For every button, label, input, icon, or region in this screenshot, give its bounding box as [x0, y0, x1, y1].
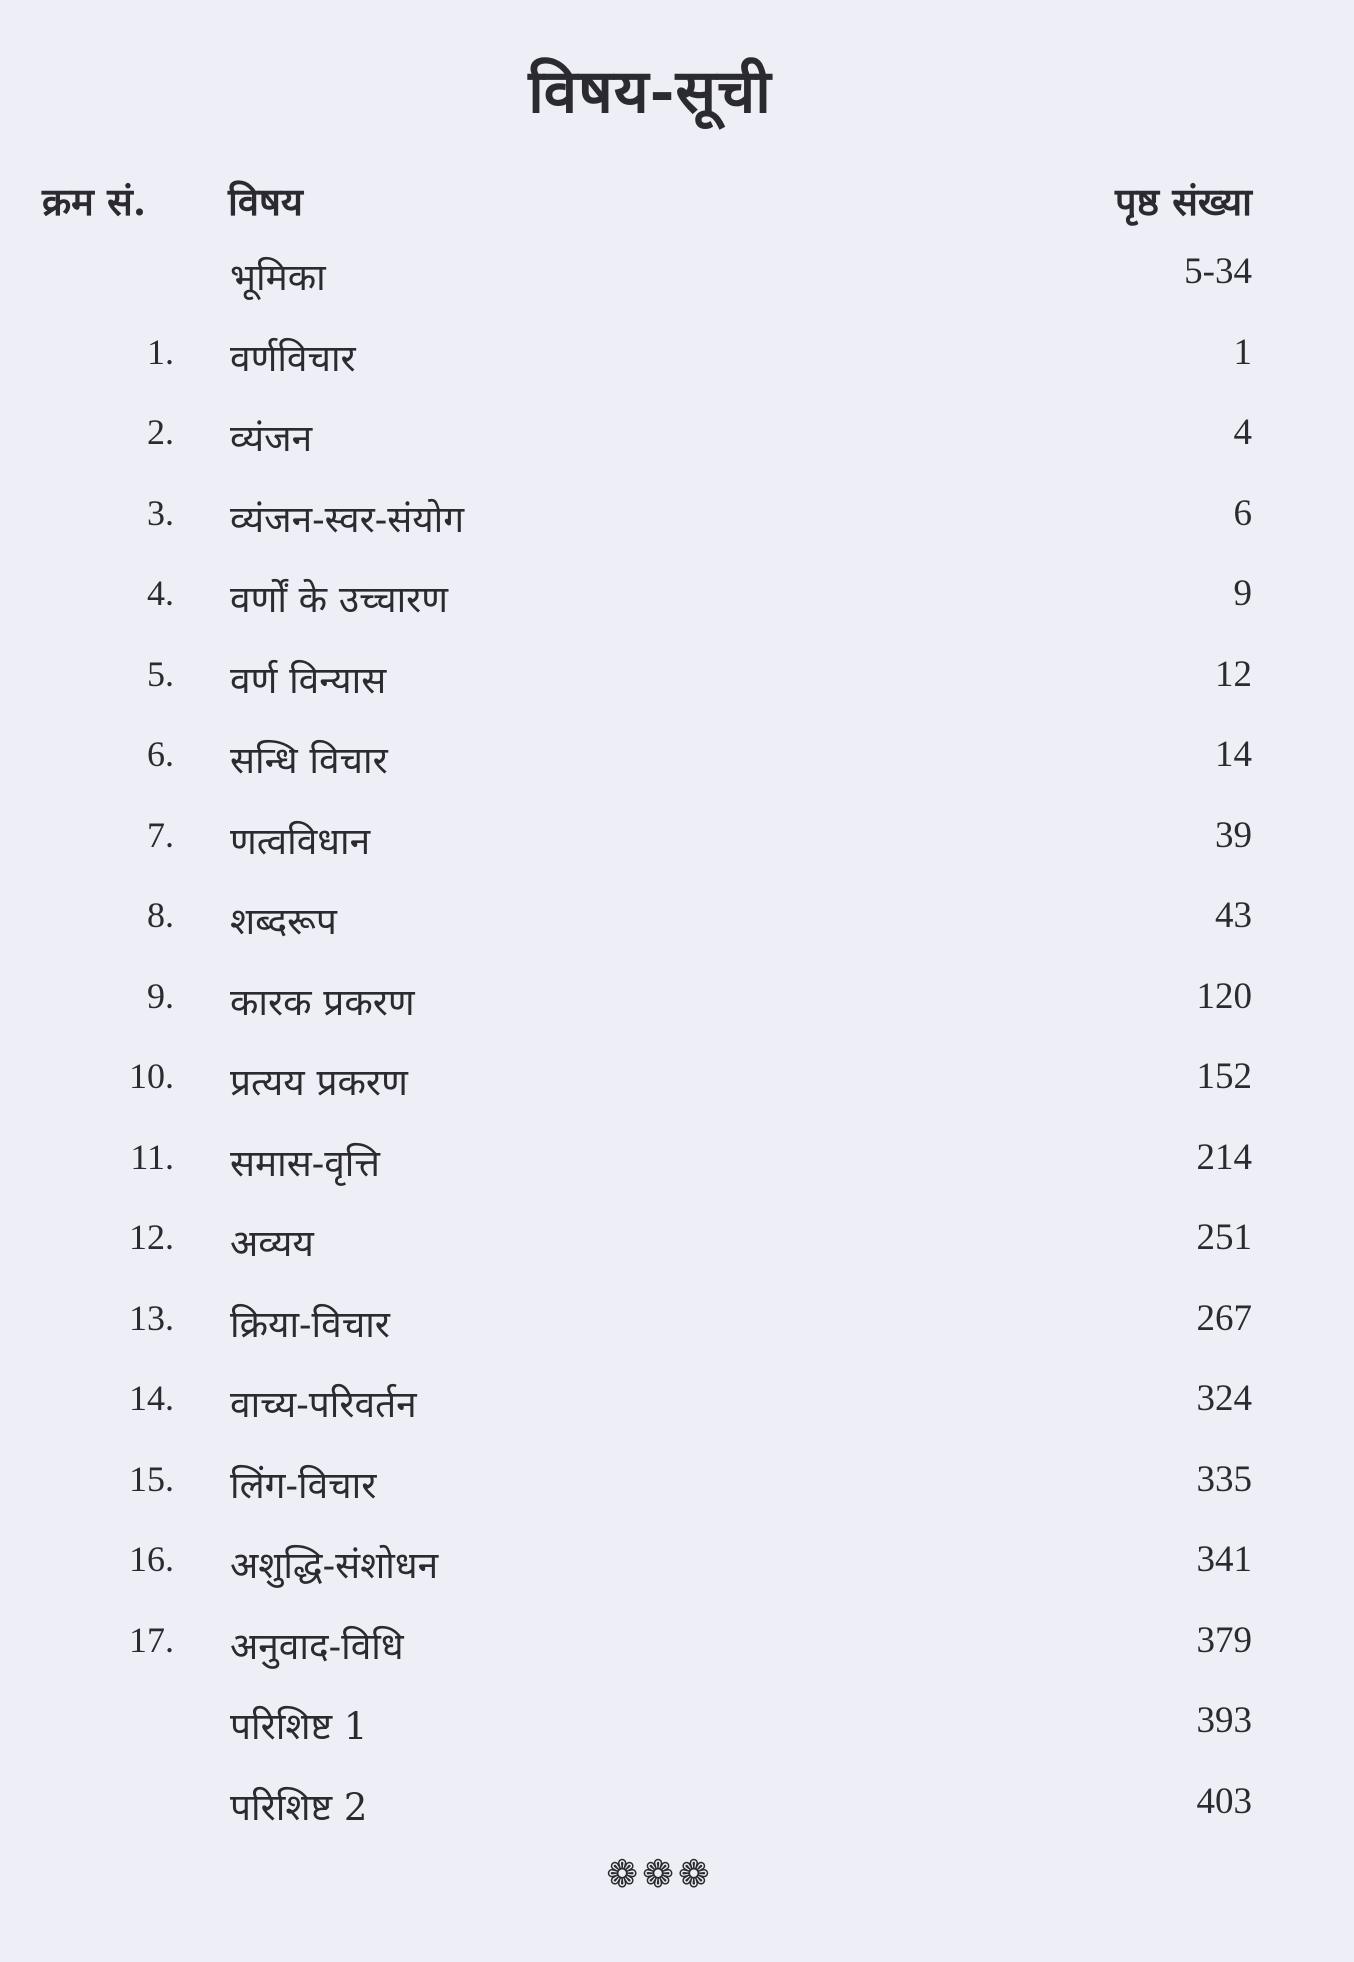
toc-page: 14 — [1215, 734, 1252, 775]
toc-topic: वर्णविचार — [230, 336, 356, 380]
toc-row — [0, 733, 1354, 814]
toc-serial: 10. — [129, 1056, 174, 1096]
header-page-number: पृष्ठ संख्या — [1115, 179, 1252, 224]
toc-topic: णत्वविधान — [230, 819, 371, 863]
toc-page: 341 — [1196, 1539, 1252, 1580]
header-topic: विषय — [228, 179, 303, 224]
toc-page: 9 — [1233, 573, 1252, 614]
header-serial-number: क्रम सं. — [42, 179, 147, 224]
toc-row — [0, 492, 1354, 573]
toc-page: 379 — [1196, 1619, 1252, 1661]
toc-row — [0, 1055, 1354, 1136]
toc-page: 324 — [1196, 1378, 1252, 1419]
toc-topic: अनुवाद-विधि — [230, 1624, 404, 1668]
toc-row — [0, 653, 1354, 734]
toc-topic: समास-वृत्ति — [230, 1141, 380, 1185]
toc-row — [0, 1699, 1354, 1780]
toc-serial: 13. — [129, 1297, 174, 1338]
toc-topic: अव्यय — [230, 1222, 314, 1265]
toc-header — [0, 175, 1354, 235]
toc-serial: 14. — [129, 1378, 174, 1418]
toc-page: 393 — [1196, 1700, 1252, 1741]
toc-serial: 4. — [147, 573, 174, 613]
toc-page: 152 — [1196, 1056, 1252, 1097]
toc-topic: कारक प्रकरण — [230, 980, 415, 1024]
toc-topic: सन्धि विचार — [230, 739, 388, 782]
toc-row — [0, 250, 1354, 331]
toc-serial: 2. — [147, 412, 174, 452]
toc-page: 120 — [1196, 975, 1252, 1017]
toc-row — [0, 1458, 1354, 1539]
toc-topic: परिशिष्ट 2 — [230, 1785, 368, 1829]
toc-topic: प्रत्यय प्रकरण — [230, 1061, 408, 1104]
toc-topic: वर्ण विन्यास — [230, 658, 387, 702]
toc-row — [0, 975, 1354, 1056]
toc-serial: 17. — [129, 1619, 174, 1660]
toc-serial: 12. — [129, 1217, 174, 1257]
toc-serial: 8. — [147, 895, 174, 935]
toc-row — [0, 814, 1354, 895]
toc-row — [0, 331, 1354, 412]
toc-row — [0, 1377, 1354, 1458]
toc-topic: परिशिष्ट 1 — [230, 1705, 368, 1748]
toc-serial: 15. — [129, 1458, 174, 1499]
toc-page: 4 — [1233, 412, 1252, 453]
toc-serial: 11. — [130, 1136, 174, 1177]
toc-list — [0, 250, 1354, 1860]
toc-page: 335 — [1196, 1458, 1252, 1500]
toc-row — [0, 894, 1354, 975]
toc-serial: 6. — [147, 734, 174, 774]
toc-row — [0, 1538, 1354, 1619]
toc-topic: वर्णों के उच्चारण — [230, 578, 449, 621]
toc-topic: शब्दरूप — [230, 900, 337, 943]
toc-row — [0, 1780, 1354, 1861]
toc-topic: अशुद्धि-संशोधन — [230, 1544, 439, 1587]
flower-ornament-icon: ❁❁❁ — [606, 1852, 714, 1896]
toc-page: 39 — [1215, 814, 1252, 856]
toc-page: 267 — [1196, 1297, 1252, 1339]
toc-page: 6 — [1233, 492, 1252, 534]
page-title: विषय-सूची — [528, 57, 772, 127]
toc-topic: क्रिया-विचार — [230, 1302, 390, 1346]
toc-row — [0, 1136, 1354, 1217]
toc-topic: लिंग-विचार — [230, 1463, 377, 1507]
toc-page: 214 — [1196, 1136, 1252, 1178]
toc-page: 251 — [1196, 1217, 1252, 1258]
toc-page: 43 — [1215, 895, 1252, 936]
toc-page: 5-34 — [1184, 251, 1252, 292]
toc-serial: 9. — [147, 975, 174, 1016]
toc-serial: 5. — [147, 653, 174, 694]
toc-serial: 3. — [147, 492, 174, 533]
toc-serial: 1. — [147, 331, 174, 372]
toc-topic: भूमिका — [230, 256, 326, 299]
toc-row — [0, 1297, 1354, 1378]
toc-topic: व्यंजन-स्वर-संयोग — [230, 497, 465, 541]
toc-topic: वाच्य-परिवर्तन — [230, 1383, 417, 1426]
toc-row — [0, 1216, 1354, 1297]
toc-row — [0, 1619, 1354, 1700]
toc-page: 1 — [1233, 331, 1252, 373]
toc-row — [0, 411, 1354, 492]
toc-serial: 16. — [129, 1539, 174, 1579]
toc-topic: व्यंजन — [230, 417, 313, 460]
toc-serial: 7. — [147, 814, 174, 855]
toc-page: 12 — [1215, 653, 1252, 695]
toc-page: 403 — [1196, 1780, 1252, 1822]
toc-row — [0, 572, 1354, 653]
